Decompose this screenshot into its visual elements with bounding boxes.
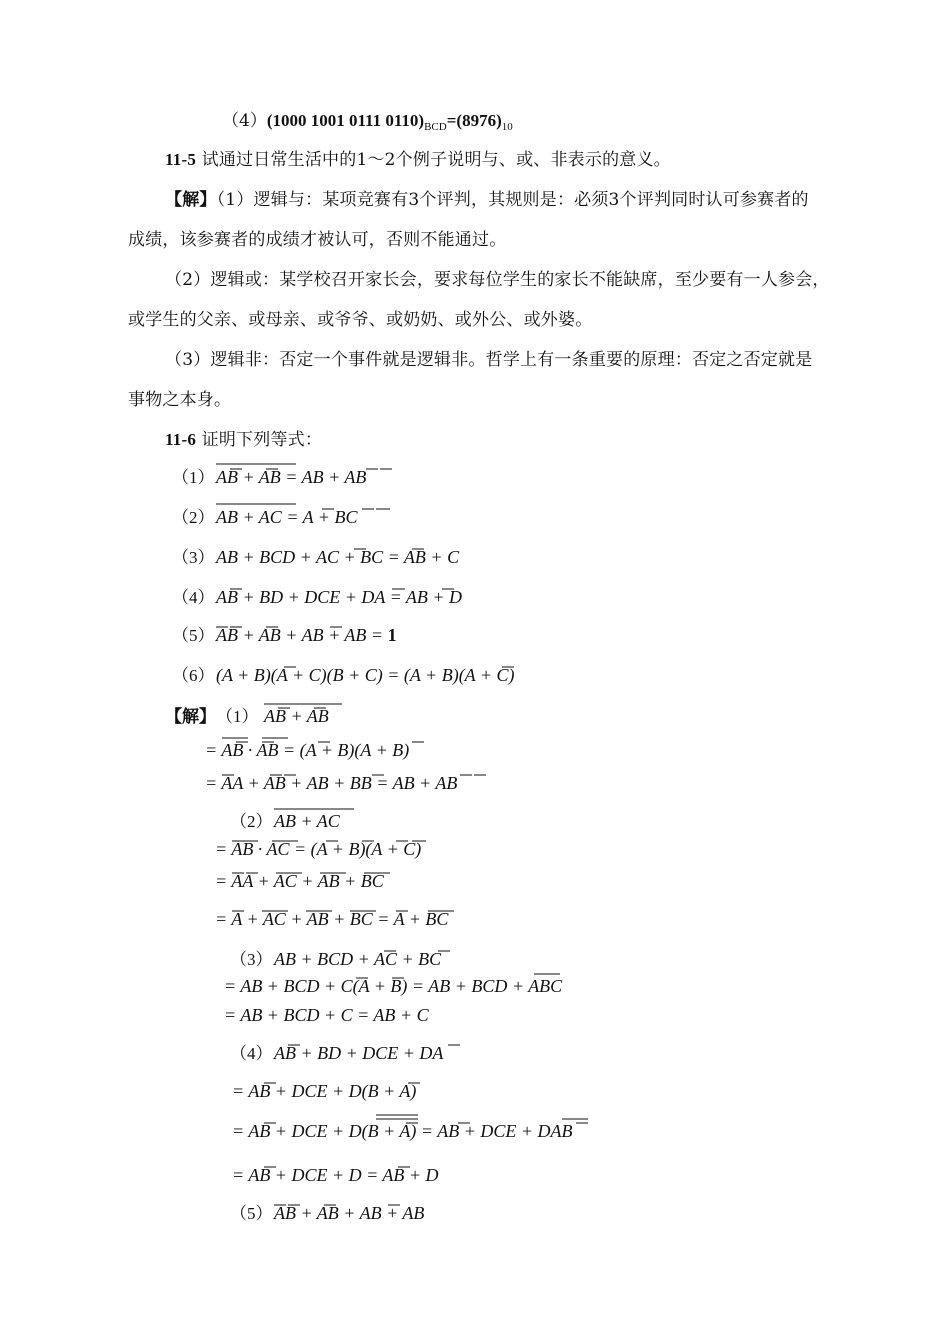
svg-text:= AA + AC + AB + BC: = AA + AC + AB + BC <box>215 871 384 891</box>
svg-text:= AB + BCD + C = AB + C: = AB + BCD + C = AB + C <box>224 1005 429 1025</box>
question-text: 试通过日常生活中的1～2个例子说明与、或、非表示的意义。 <box>201 150 671 170</box>
answer-p2-line2: 或学生的父亲、或母亲、或爷爷、或奶奶、或外公、或外婆。 <box>128 310 593 330</box>
paragraph-text: （1）逻辑与：某项竞赛有3个评判，其规则是：必须3个评判同时认可参赛者的 <box>216 190 809 210</box>
label-6: （6） <box>172 666 215 685</box>
bcd-subscript: BCD <box>424 121 447 133</box>
equation-4 <box>215 587 462 607</box>
label-3: （3） <box>172 548 215 567</box>
svg-text:AB + BCD + AC + BC: AB + BCD + AC + BC <box>274 949 442 969</box>
solution-tag: 【解】 <box>165 707 216 726</box>
svg-text:AB + AC = A + BC: AB + AC = A + BC <box>216 507 358 527</box>
svg-text:AB + AB + AB + AB: AB + AB + AB + AB <box>274 1203 425 1223</box>
bcd-value: (1000 1001 0111 0110) <box>266 111 425 130</box>
label-1: （1） <box>172 468 215 487</box>
svg-text:AB + AB: AB + AB <box>264 706 329 726</box>
svg-text:= AB · AB = (A + B)(A + B): = AB · AB = (A + B)(A + B) <box>205 740 410 760</box>
svg-text:AB + BD + DCE + DA: AB + BD + DCE + DA <box>274 1043 444 1063</box>
svg-text:AB + AB = AB + AB: AB + AB = AB + AB <box>216 467 367 487</box>
label-2: （2） <box>172 508 215 527</box>
decimal-value: =(8976) <box>446 111 502 130</box>
svg-text:= A + AC + AB + BC = A + BC: = A + AC + AB + BC = A + BC <box>215 909 449 929</box>
answer-tag: 【解】 <box>165 190 217 210</box>
question-number: 11-6 <box>165 430 197 449</box>
solution-label-2: （2） <box>230 812 273 831</box>
svg-text:AB + AB + AB + AB = 1: AB + AB + AB + AB = 1 <box>216 625 397 645</box>
equation-3 <box>215 547 460 567</box>
solution-label-5: （5） <box>230 1204 273 1223</box>
solution-5 <box>273 1203 424 1223</box>
svg-text:AB + BD + DCE + DA = AB + D: AB + BD + DCE + DA = AB + D <box>216 587 463 607</box>
equation-5 <box>215 625 397 645</box>
svg-text:= AB + DCE + D(B + A) = AB + D: = AB + DCE + D(B + A) = AB + DCE + DAB <box>232 1121 573 1141</box>
answer-p1-line2: 成绩，该参赛者的成绩才被认可，否则不能通过。 <box>128 230 507 250</box>
equation-2 <box>215 504 390 527</box>
svg-text:(A + B)(A + C)(B + C) = (A + B: (A + B)(A + C)(B + C) = (A + B)(A + C) <box>216 665 515 685</box>
label-5: （5） <box>172 626 215 645</box>
solution-4 <box>232 1043 588 1185</box>
svg-text:= AB + DCE + D = AB + D: = AB + DCE + D = AB + D <box>232 1165 439 1185</box>
svg-text:AB + AC: AB + AC <box>274 811 340 831</box>
item-label: （4） <box>222 111 267 131</box>
question-text: 证明下列等式： <box>201 430 323 450</box>
solution-label-3: （3） <box>230 950 273 969</box>
solution-label-4: （4） <box>230 1044 273 1063</box>
answer-p3-line1: （3）逻辑非：否定一个事件就是逻辑非。哲学上有一条重要的原理：否定之否定就是 <box>165 350 813 370</box>
answer-p2-line1: （2）逻辑或：某学校召开家长会，要求每位学生的家长不能缺席，至少要有一人参会， <box>165 270 830 290</box>
equation-6 <box>216 665 515 686</box>
svg-text:= AB · AC = (A + B)(A + C): = AB · AC = (A + B)(A + C) <box>215 839 422 859</box>
svg-text:AB + BCD + AC + BC = AB + C: AB + BCD + AC + BC = AB + C <box>216 547 460 567</box>
svg-text:= AA + AB + AB + BB = AB + AB: = AA + AB + AB + BB = AB + AB <box>205 773 458 793</box>
svg-text:= AB + BCD + C(A + B) = AB + B: = AB + BCD + C(A + B) = AB + BCD + ABC <box>224 976 563 996</box>
equation-1 <box>215 464 392 487</box>
solution-3 <box>224 949 563 1025</box>
decimal-subscript: 10 <box>501 121 513 133</box>
solution-label-1: （1） <box>216 707 259 726</box>
answer-p3-line2: 事物之本身。 <box>128 390 232 410</box>
problem-equations <box>215 464 515 686</box>
problem-labels <box>172 468 215 685</box>
question-number: 11-5 <box>165 150 197 169</box>
label-4: （4） <box>172 588 215 607</box>
svg-text:= AB + DCE + D(B + A): = AB + DCE + D(B + A) <box>232 1081 417 1101</box>
